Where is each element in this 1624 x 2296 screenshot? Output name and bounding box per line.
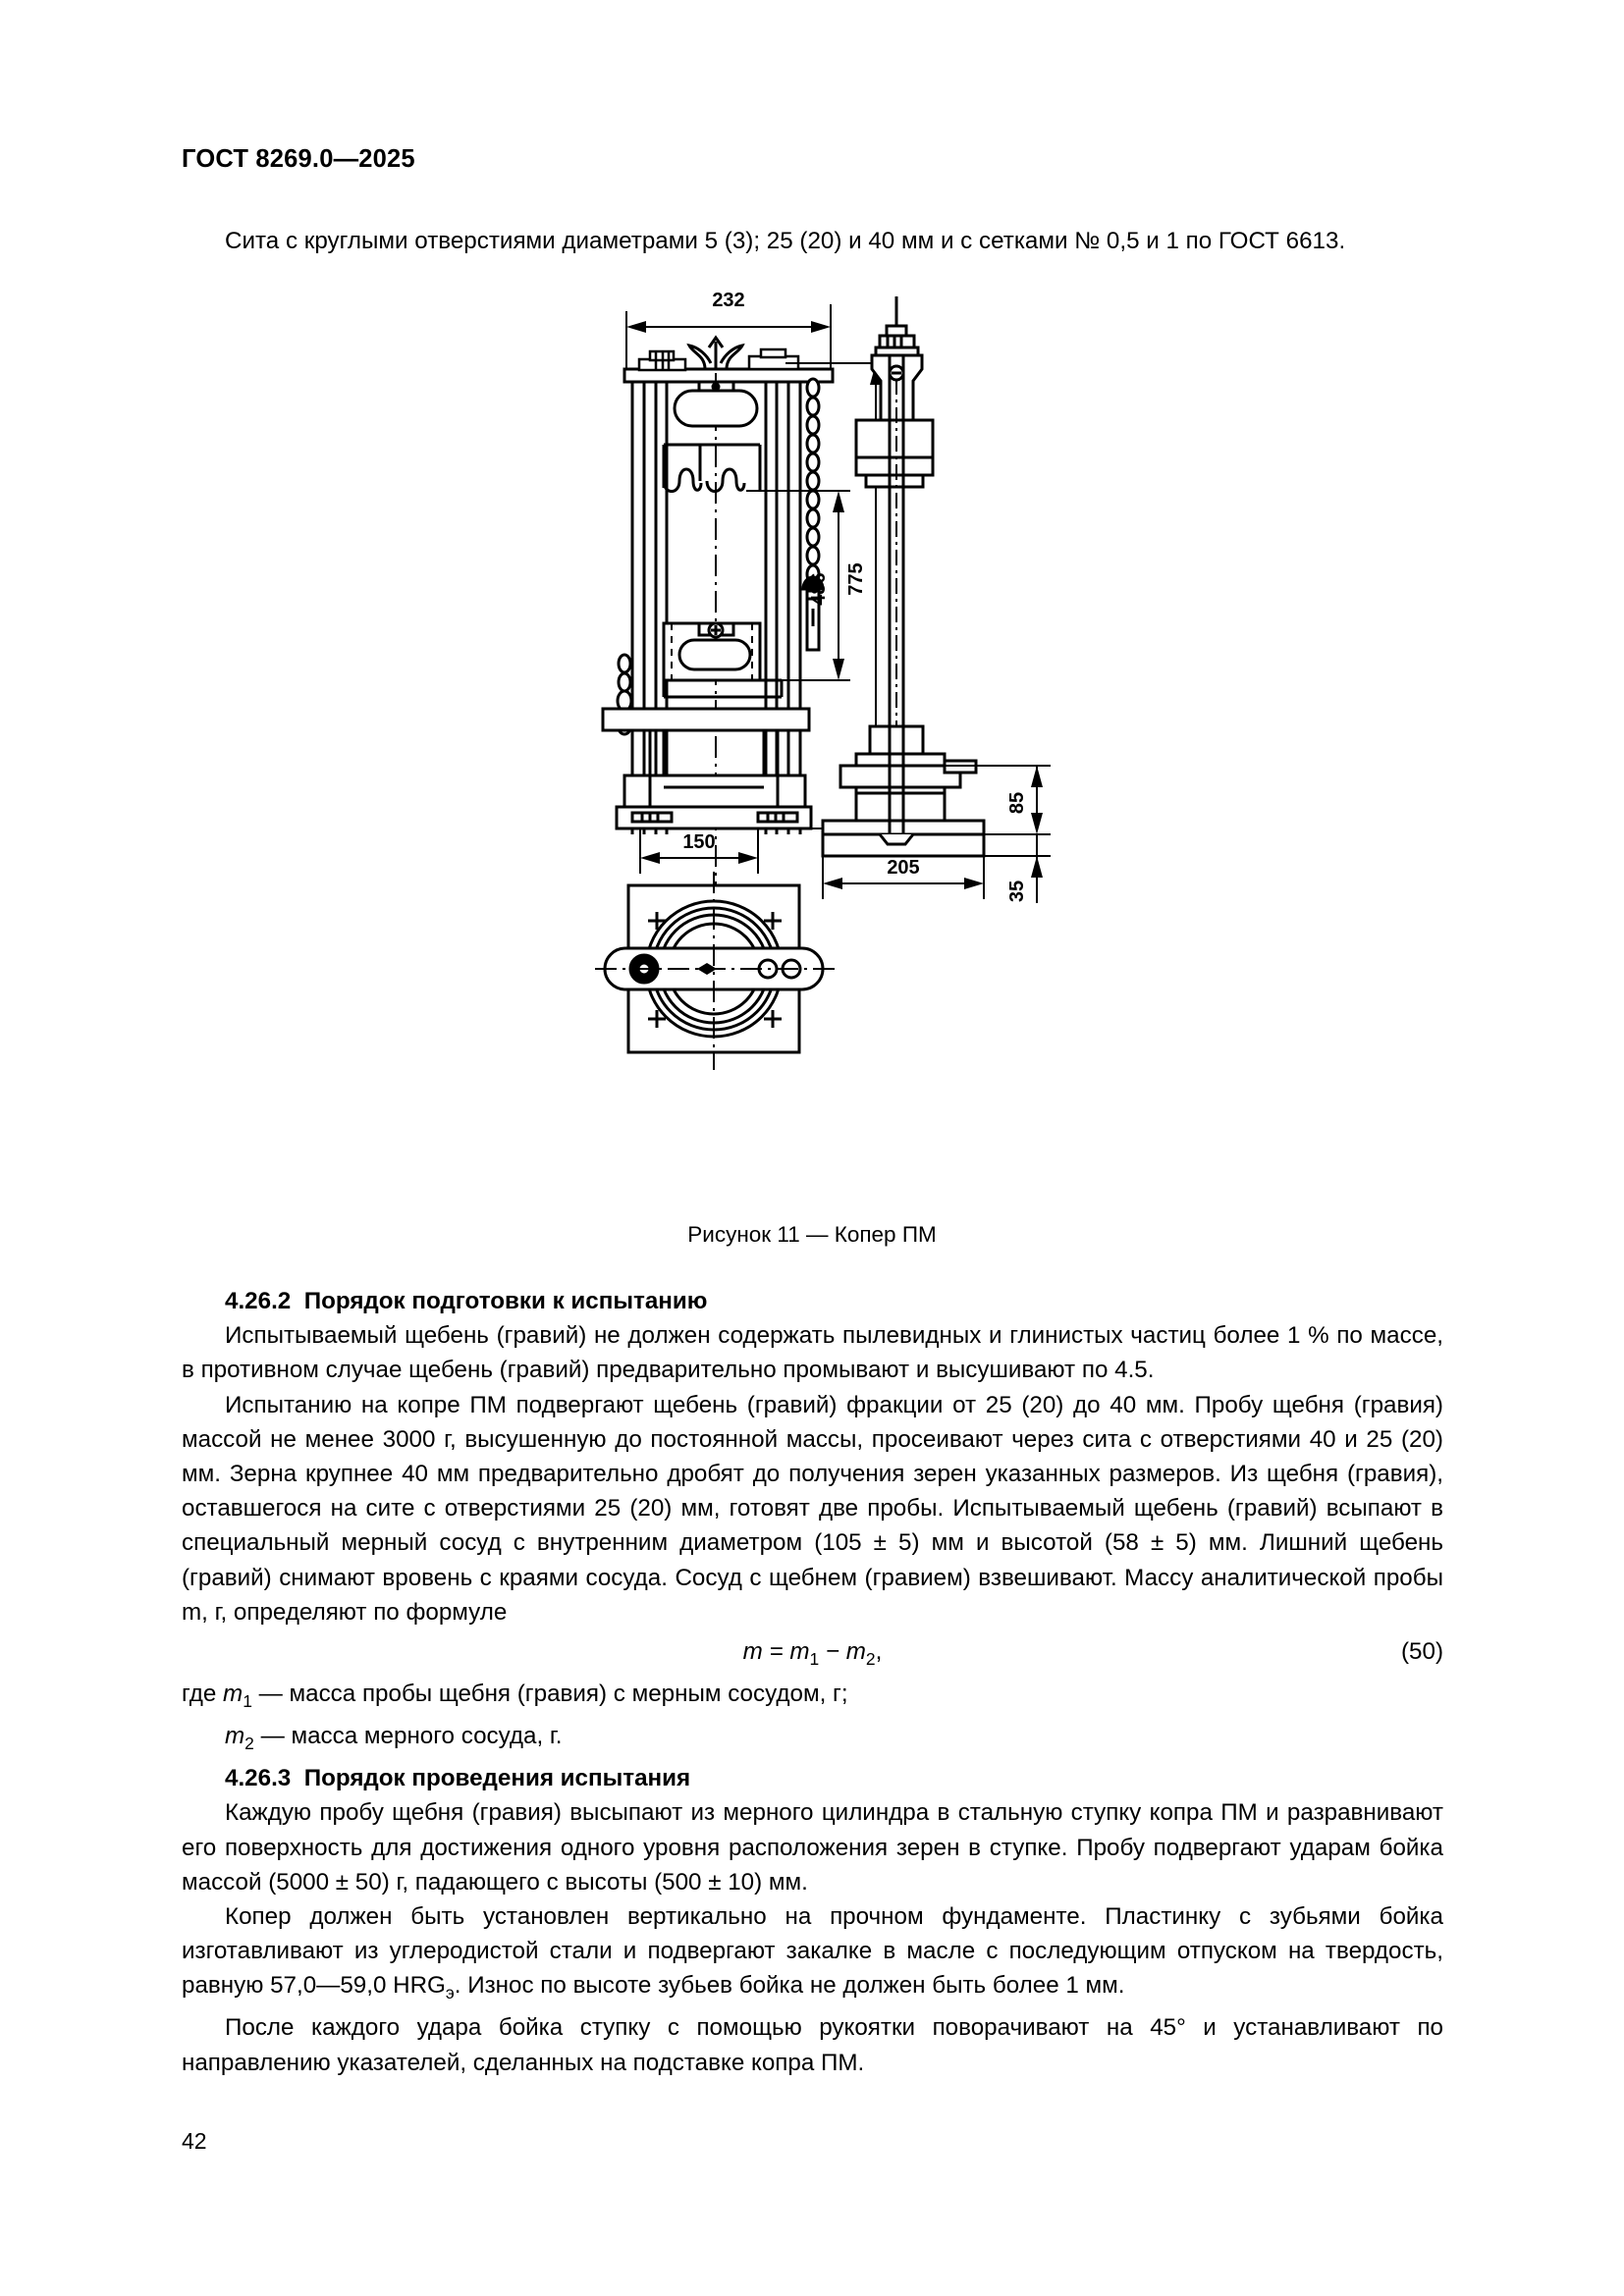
dimension-label-150: 150 bbox=[682, 831, 716, 853]
paragraph-sieves: Сита с круглыми отверстиями диаметрами 5 (3); 25 (20) и 40 мм и с сетками № 0,5 и 1 по ГОСТ 6613. bbox=[225, 228, 1346, 254]
formula-lhs: m = m bbox=[742, 1638, 810, 1666]
section-title: Порядок проведения испытания bbox=[303, 1765, 691, 1792]
where-var-m1: m bbox=[223, 1681, 244, 1708]
formula-sub-2: 2 bbox=[865, 1648, 876, 1669]
section-heading-4-26-2 bbox=[182, 1284, 1443, 1318]
where-var-m2: m bbox=[225, 1723, 245, 1750]
content-column-lower bbox=[182, 1284, 1443, 2080]
formula-sub-1: 1 bbox=[809, 1648, 820, 1669]
figure-koper-pm-drawing bbox=[589, 285, 1119, 1247]
formula-expression bbox=[182, 1633, 1443, 1678]
where-line-2 bbox=[182, 1719, 1443, 1761]
hardness-subscript: э bbox=[445, 1983, 455, 2003]
page-number: 42 bbox=[182, 2128, 207, 2154]
dimension-486 bbox=[746, 491, 850, 680]
formula-row-50 bbox=[182, 1633, 1443, 1675]
dimension-label-205: 205 bbox=[887, 857, 920, 879]
dimension-label-775: 775 bbox=[845, 562, 867, 596]
page-header-standard-id: ГОСТ 8269.0—2025 bbox=[182, 145, 415, 173]
paragraph-4-26-3-3: После каждого удара бойка ступку с помощью рукоятки поворачивают на 45° и устанавливают по направлению указателей, сделанных на подставке копра ПМ. bbox=[182, 2014, 1443, 2076]
where-desc-2: — масса мерного сосуда, г. bbox=[253, 1723, 563, 1750]
section-number: 4.26.3 bbox=[225, 1765, 292, 1792]
section-title: Порядок подготовки к испытанию bbox=[303, 1288, 708, 1314]
dimension-label-232: 232 bbox=[712, 290, 745, 311]
formula-number: (50) bbox=[1400, 1638, 1443, 1666]
where-line-1 bbox=[182, 1677, 1443, 1719]
section-heading-4-26-3 bbox=[182, 1761, 1443, 1795]
where-sub-2: 2 bbox=[244, 1733, 254, 1753]
section-number: 4.26.2 bbox=[225, 1288, 292, 1314]
figure-caption: Рисунок 11 — Копер ПМ bbox=[687, 1222, 937, 1247]
paragraph-4-26-3-1: Каждую пробу щебня (гравия) высыпают из мерного цилиндра в стальную ступку копра ПМ и разравнивают его поверхность для достижения одного уровня расположения зерен в ступке. Пробу подвергают ударам бойка массой (5000 ± 50) г, падающего с высоты (500 ± 10) мм. bbox=[182, 1799, 1443, 1896]
koper-pm-svg bbox=[589, 285, 1119, 1256]
dimension-label-35: 35 bbox=[1006, 880, 1028, 903]
dimension-label-85: 85 bbox=[1006, 791, 1028, 815]
where-desc-1: — масса пробы щебня (гравия) с мерным сосудом, г; bbox=[251, 1681, 848, 1708]
content-column bbox=[182, 224, 1443, 258]
formula-operator: − m bbox=[819, 1638, 866, 1666]
paragraph-4-26-2-2: Испытанию на копре ПМ подвергают щебень (гравий) фракции от 25 (20) до 40 мм. Пробу щебня (гравия) массой не менее 3000 г, высушенную до постоянной массы, просеивают через сита с отверстиями 40 и 25 (20) мм. Зерна крупнее 40 мм предварительно дробят до получения зерен указанных размеров. Из щебня (гравия), оставшегося на сите с отверстиями 25 (20) мм, готовят две пробы. Испытываемый щебень (гравий) всыпают в специальный мерный сосуд с внутренним диаметром (105 ± 5) мм и высотой (58 ± 5) мм. Лишний щебень (гравий) снимают вровень с краями сосуда. Сосуд с щебнем (гравием) взвешивают. Массу аналитической пробы m, г, определяют по формуле bbox=[182, 1391, 1443, 1626]
paragraph-4-26-3-2: Копер должен быть установлен вертикально на прочном фундаменте. Пластинку с зубьями бойка изготавливают из углеродистой стали и подвергают закалке в масле с последующим отпуском на твердость, равную 57,0—59,0 $HRG_э$. Износ по высоте зубьев бойка не должен быть более 1 мм. bbox=[182, 1902, 1443, 2003]
where-label: где bbox=[182, 1681, 224, 1708]
formula-tail: , bbox=[875, 1638, 883, 1666]
paragraph-4-26-2-1: Испытываемый щебень (гравий) не должен содержать пылевидных и глинистых частиц более 1 % по массе, в противном случае щебень (гравий) предварительно промывают и высушивают по 4.5. bbox=[182, 1322, 1443, 1384]
where-sub-1: 1 bbox=[243, 1690, 252, 1711]
chain bbox=[803, 379, 823, 650]
dimension-label-486: 486 bbox=[808, 572, 830, 606]
